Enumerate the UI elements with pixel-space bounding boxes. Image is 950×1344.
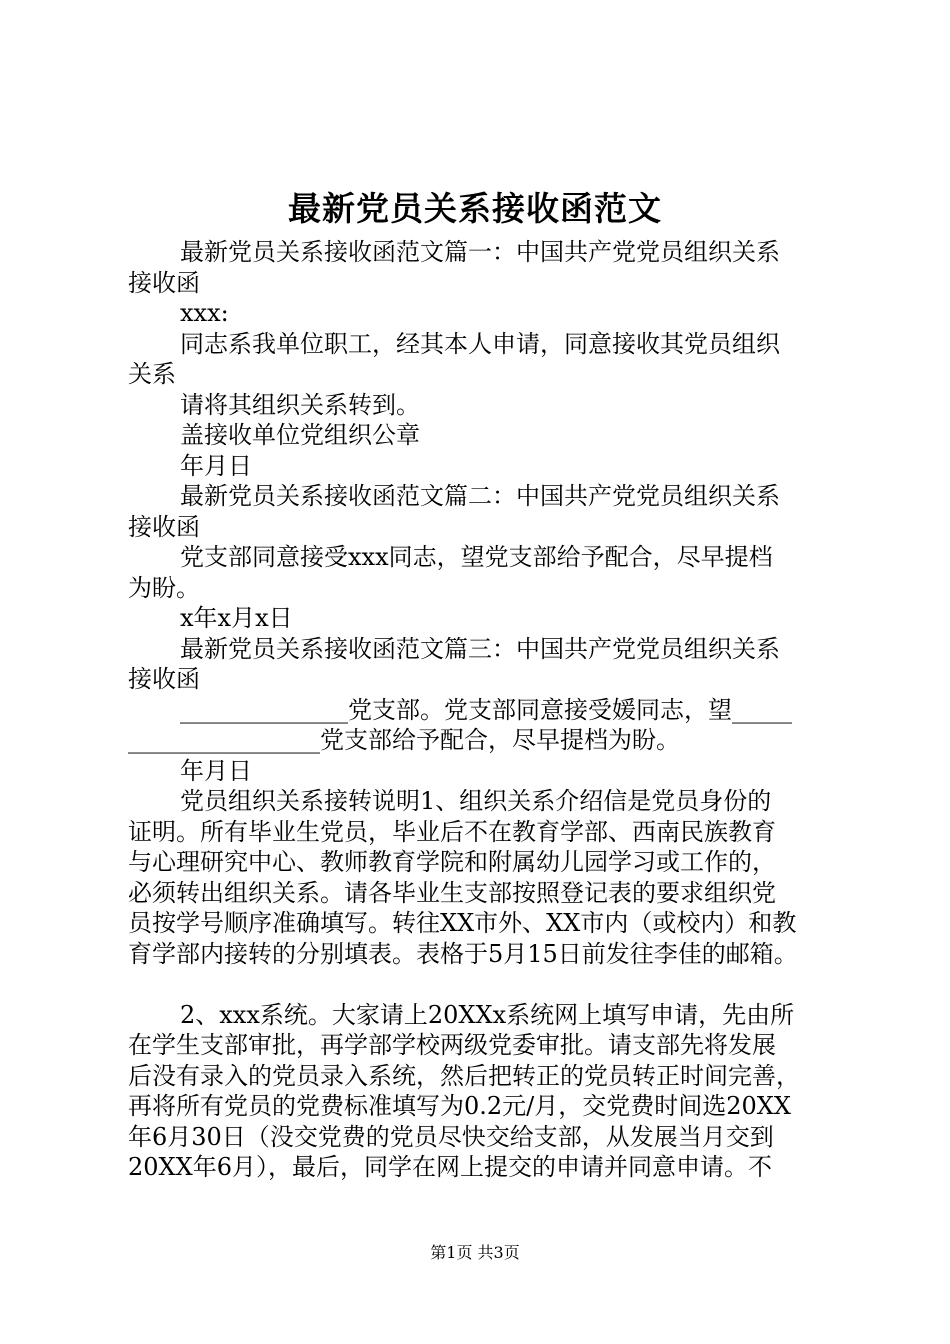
text-line: 20XX年6月），最后，同学在网上提交的申请并同意申请。不 <box>128 1153 772 1181</box>
text-line: 年月日 <box>180 756 252 785</box>
text-line: 年月日 <box>180 451 252 480</box>
text-line: 后没有录入的党员录入系统，然后把转正的党员转正时间完善， <box>128 1061 800 1090</box>
text-line: 接收函 <box>128 665 200 693</box>
text-line: 最新党员关系接收函范文篇二：中国共产党党员组织关系 <box>180 482 780 510</box>
text-line: 育学部内接转的分别填表。表格于5月15日前发往李佳的邮箱。 <box>128 939 798 968</box>
text-line: 与心理研究中心、教师教育学院和附属幼儿园学习或工作的， <box>128 848 776 876</box>
text-line: 再将所有党员的党费标准填写为0.2元/月，交党费时间选20XX <box>128 1092 791 1120</box>
document-title: 最新党员关系接收函范文 <box>288 189 662 228</box>
text-line: ______________党支部。党支部同意接受媛同志，望_____ <box>180 695 792 724</box>
document-body <box>128 237 840 1183</box>
text-line: 接收函 <box>128 512 200 541</box>
text-line: 必须转出组织关系。请各毕业生支部按照登记表的要求组织党 <box>128 878 776 907</box>
text-line: 最新党员关系接收函范文篇一：中国共产党党员组织关系 <box>180 238 780 266</box>
text-line: 盖接收单位党组织公章 <box>180 421 420 449</box>
text-line: 请将其组织关系转到。 <box>180 390 420 419</box>
text-line: x年x月x日 <box>180 604 293 632</box>
paragraph-gap <box>128 969 840 1000</box>
text-line: 证明。所有毕业生党员，毕业后不在教育学部、西南民族教育 <box>128 817 776 846</box>
text-line: 关系 <box>128 360 176 388</box>
text-line: 最新党员关系接收函范文篇三：中国共产党党员组织关系 <box>180 634 780 663</box>
text-line: xxx: <box>180 299 229 327</box>
text-line: 在学生支部审批，再学部学校两级党委审批。请支部先将发展 <box>128 1031 776 1059</box>
text-line: 党支部同意接受xxx同志，望党支部给予配合，尽早提档 <box>180 543 773 571</box>
text-line: 为盼。 <box>128 573 200 602</box>
text-line: 同志系我单位职工，经其本人申请，同意接收其党员组织 <box>180 329 780 358</box>
text-line: 2、xxx系统。大家请上20XXx系统网上填写申请，先由所 <box>180 1000 795 1029</box>
page-number: 第1页 共3页 <box>430 1243 520 1262</box>
text-line: 员按学号顺序准确填写。转往XX市外、XX市内（或校内）和教 <box>128 909 797 937</box>
text-line: 接收函 <box>128 268 200 297</box>
text-line: ________________党支部给予配合，尽早提档为盼。 <box>128 726 680 754</box>
text-line: 年6月30日（没交党费的党员尽快交给支部，从发展当月交到 <box>128 1122 774 1151</box>
text-line: 党员组织关系接转说明1、组织关系介绍信是党员身份的 <box>180 787 772 815</box>
